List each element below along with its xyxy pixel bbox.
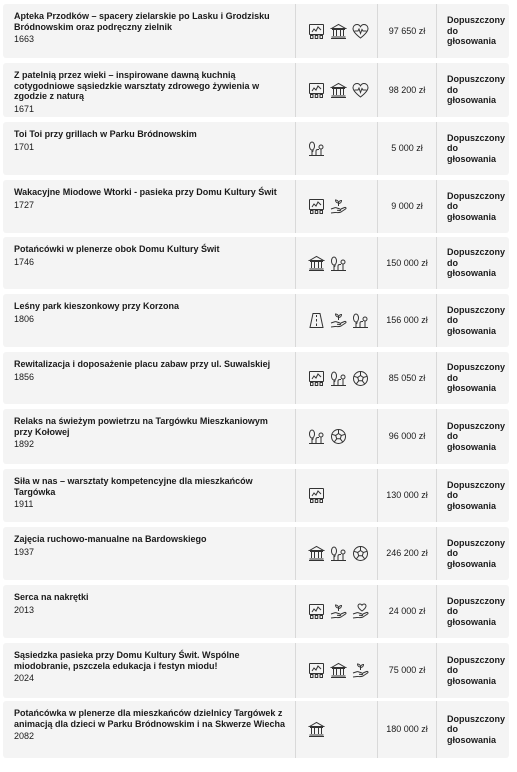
project-amount: 75 000 zł bbox=[388, 665, 426, 675]
project-title[interactable]: Serca na nakrętki bbox=[14, 592, 89, 602]
project-row[interactable] bbox=[3, 237, 509, 289]
education-icon bbox=[308, 23, 325, 40]
project-title-cell bbox=[3, 180, 295, 233]
category-icons bbox=[296, 643, 377, 698]
category-icons bbox=[296, 63, 377, 117]
project-title-cell bbox=[3, 122, 295, 175]
project-number: 1937 bbox=[14, 546, 35, 557]
project-amount: 5 000 zł bbox=[391, 143, 423, 153]
project-title-cell bbox=[3, 643, 295, 698]
public-space-icon bbox=[308, 312, 325, 329]
project-number: 1806 bbox=[14, 313, 35, 324]
project-number: 1911 bbox=[14, 499, 34, 509]
environment-icon bbox=[330, 603, 347, 620]
project-number: 1892 bbox=[14, 439, 35, 449]
education-icon bbox=[308, 82, 325, 99]
sport-icon bbox=[330, 428, 347, 445]
category-icons bbox=[296, 409, 377, 464]
project-title-cell bbox=[3, 469, 295, 522]
project-title[interactable]: Toi Toi przy grillach w Parku Bródnowskim bbox=[14, 129, 197, 139]
project-amount: 246 200 zł bbox=[386, 548, 428, 558]
project-status: Dopuszczony do głosowania bbox=[447, 190, 506, 222]
health-icon bbox=[352, 23, 369, 40]
project-amount: 97 650 zł bbox=[388, 25, 426, 36]
project-status: Dopuszczony do głosowania bbox=[447, 654, 506, 686]
project-row[interactable] bbox=[3, 4, 509, 58]
project-number: 1746 bbox=[14, 256, 35, 267]
project-status: Dopuszczony do głosowania bbox=[447, 304, 506, 336]
project-amount: 24 000 zł bbox=[388, 606, 426, 616]
project-amount: 150 000 zł bbox=[386, 257, 428, 268]
culture-icon bbox=[308, 255, 325, 272]
project-title[interactable]: Sąsiedzka pasieka przy Domu Kultury Świt. Wspólne miodobranie, pszczela edukacja i festyn miodu! bbox=[14, 650, 240, 671]
category-icons bbox=[296, 237, 377, 289]
project-status: Dopuszczony do głosowania bbox=[447, 713, 506, 745]
urban-greenery-icon bbox=[330, 370, 347, 387]
urban-greenery-icon bbox=[308, 140, 325, 157]
project-row[interactable] bbox=[3, 469, 509, 522]
category-icons bbox=[296, 294, 377, 347]
project-number: 2024 bbox=[14, 673, 35, 683]
project-number: 1727 bbox=[14, 199, 35, 210]
project-title-cell bbox=[3, 585, 295, 638]
project-status: Dopuszczony do głosowania bbox=[447, 537, 506, 569]
culture-icon bbox=[330, 82, 347, 99]
project-title-cell bbox=[3, 294, 295, 347]
social-help-icon bbox=[352, 603, 369, 620]
project-title-cell bbox=[3, 527, 295, 580]
sport-icon bbox=[352, 545, 369, 562]
project-status: Dopuszczony do głosowania bbox=[447, 74, 506, 106]
project-status: Dopuszczony do głosowania bbox=[447, 132, 506, 164]
project-row[interactable] bbox=[3, 122, 509, 175]
project-number: 1663 bbox=[14, 34, 35, 44]
environment-icon bbox=[330, 312, 347, 329]
culture-icon bbox=[330, 23, 347, 40]
project-title[interactable]: Potańcówka w plenerze dla mieszkańców dzielnicy Targówek z animacją dla dzieci w Parku Bródnowskim i na Skwerze Wiecha bbox=[14, 708, 286, 729]
project-row[interactable] bbox=[3, 701, 509, 758]
project-status: Dopuszczony do głosowania bbox=[447, 247, 506, 279]
project-number: 1701 bbox=[14, 141, 35, 152]
culture-icon bbox=[330, 662, 347, 679]
urban-greenery-icon bbox=[308, 428, 325, 445]
project-status: Dopuszczony do głosowania bbox=[447, 15, 506, 47]
education-icon bbox=[308, 370, 325, 387]
project-amount: 156 000 zł bbox=[386, 315, 428, 325]
category-icons bbox=[296, 585, 377, 638]
urban-greenery-icon bbox=[330, 255, 347, 272]
project-row[interactable] bbox=[3, 352, 509, 404]
project-title-cell bbox=[3, 409, 295, 464]
project-row[interactable] bbox=[3, 643, 509, 698]
project-title[interactable]: Z patelnią przez wieki – inspirowane dawną kuchnią cotygodniowe sąsiedzkie warsztaty zdrowego żywienia w zgodzie z naturą bbox=[14, 70, 260, 101]
project-row[interactable] bbox=[3, 180, 509, 233]
category-icons bbox=[296, 4, 377, 58]
project-number: 2013 bbox=[14, 604, 35, 615]
project-row[interactable] bbox=[3, 63, 509, 117]
project-row[interactable] bbox=[3, 527, 509, 580]
project-amount: 85 050 zł bbox=[388, 372, 426, 383]
project-status: Dopuszczony do głosowania bbox=[447, 479, 506, 511]
project-title[interactable]: Siła w nas – warsztaty kompetencyjne dla mieszkańców Targówka bbox=[14, 476, 253, 497]
project-title[interactable]: Potańcówki w plenerze obok Domu Kultury Świt bbox=[14, 244, 220, 254]
sport-icon bbox=[352, 370, 369, 387]
health-icon bbox=[352, 82, 369, 99]
category-icons bbox=[296, 352, 377, 404]
education-icon bbox=[308, 487, 325, 504]
project-title[interactable]: Rewitalizacja i doposażenie placu zabaw przy ul. Suwalskiej bbox=[14, 359, 271, 369]
category-icons bbox=[296, 122, 377, 175]
project-status: Dopuszczony do głosowania bbox=[447, 362, 506, 394]
project-title-cell bbox=[3, 237, 295, 289]
urban-greenery-icon bbox=[352, 312, 369, 329]
education-icon bbox=[308, 198, 325, 215]
category-icons bbox=[296, 180, 377, 233]
culture-icon bbox=[308, 721, 325, 738]
culture-icon bbox=[308, 545, 325, 562]
project-title-cell bbox=[3, 63, 295, 117]
project-title-cell bbox=[3, 352, 295, 404]
environment-icon bbox=[352, 662, 369, 679]
project-title[interactable]: Wakacyjne Miodowe Wtorki - pasieka przy Domu Kultury Świt bbox=[14, 187, 277, 197]
project-number: 1671 bbox=[14, 103, 35, 114]
project-status: Dopuszczony do głosowania bbox=[447, 595, 506, 627]
environment-icon bbox=[330, 198, 347, 215]
category-icons bbox=[296, 469, 377, 522]
project-row[interactable] bbox=[3, 409, 509, 464]
project-title[interactable]: Apteka Przodków – spacery zielarskie po Lasku i Grodzisku Bródnowskim oraz podręczny zielnik bbox=[14, 11, 270, 32]
education-icon bbox=[308, 662, 325, 679]
project-title[interactable]: Leśny park kieszonkowy przy Korzona bbox=[14, 301, 180, 311]
project-title[interactable]: Relaks na świeżym powietrzu na Targówku Mieszkaniowym przy Kołowej bbox=[14, 416, 268, 437]
project-amount: 96 000 zł bbox=[388, 431, 426, 441]
project-amount: 9 000 zł bbox=[391, 201, 423, 211]
project-number: 1856 bbox=[14, 371, 35, 382]
project-amount: 180 000 zł bbox=[386, 724, 428, 734]
project-status: Dopuszczony do głosowania bbox=[447, 420, 506, 452]
project-title-cell bbox=[3, 4, 295, 58]
project-title-cell bbox=[3, 701, 295, 758]
project-title[interactable]: Zajęcia ruchowo-manualne na Bardowskiego bbox=[14, 534, 207, 544]
education-icon bbox=[308, 603, 325, 620]
project-amount: 130 000 zł bbox=[386, 490, 428, 500]
category-icons bbox=[296, 527, 377, 580]
project-row[interactable] bbox=[3, 294, 509, 347]
project-number: 2082 bbox=[14, 731, 35, 741]
urban-greenery-icon bbox=[330, 545, 347, 562]
project-row[interactable] bbox=[3, 585, 509, 638]
project-amount: 98 200 zł bbox=[388, 84, 426, 95]
category-icons bbox=[296, 701, 377, 758]
